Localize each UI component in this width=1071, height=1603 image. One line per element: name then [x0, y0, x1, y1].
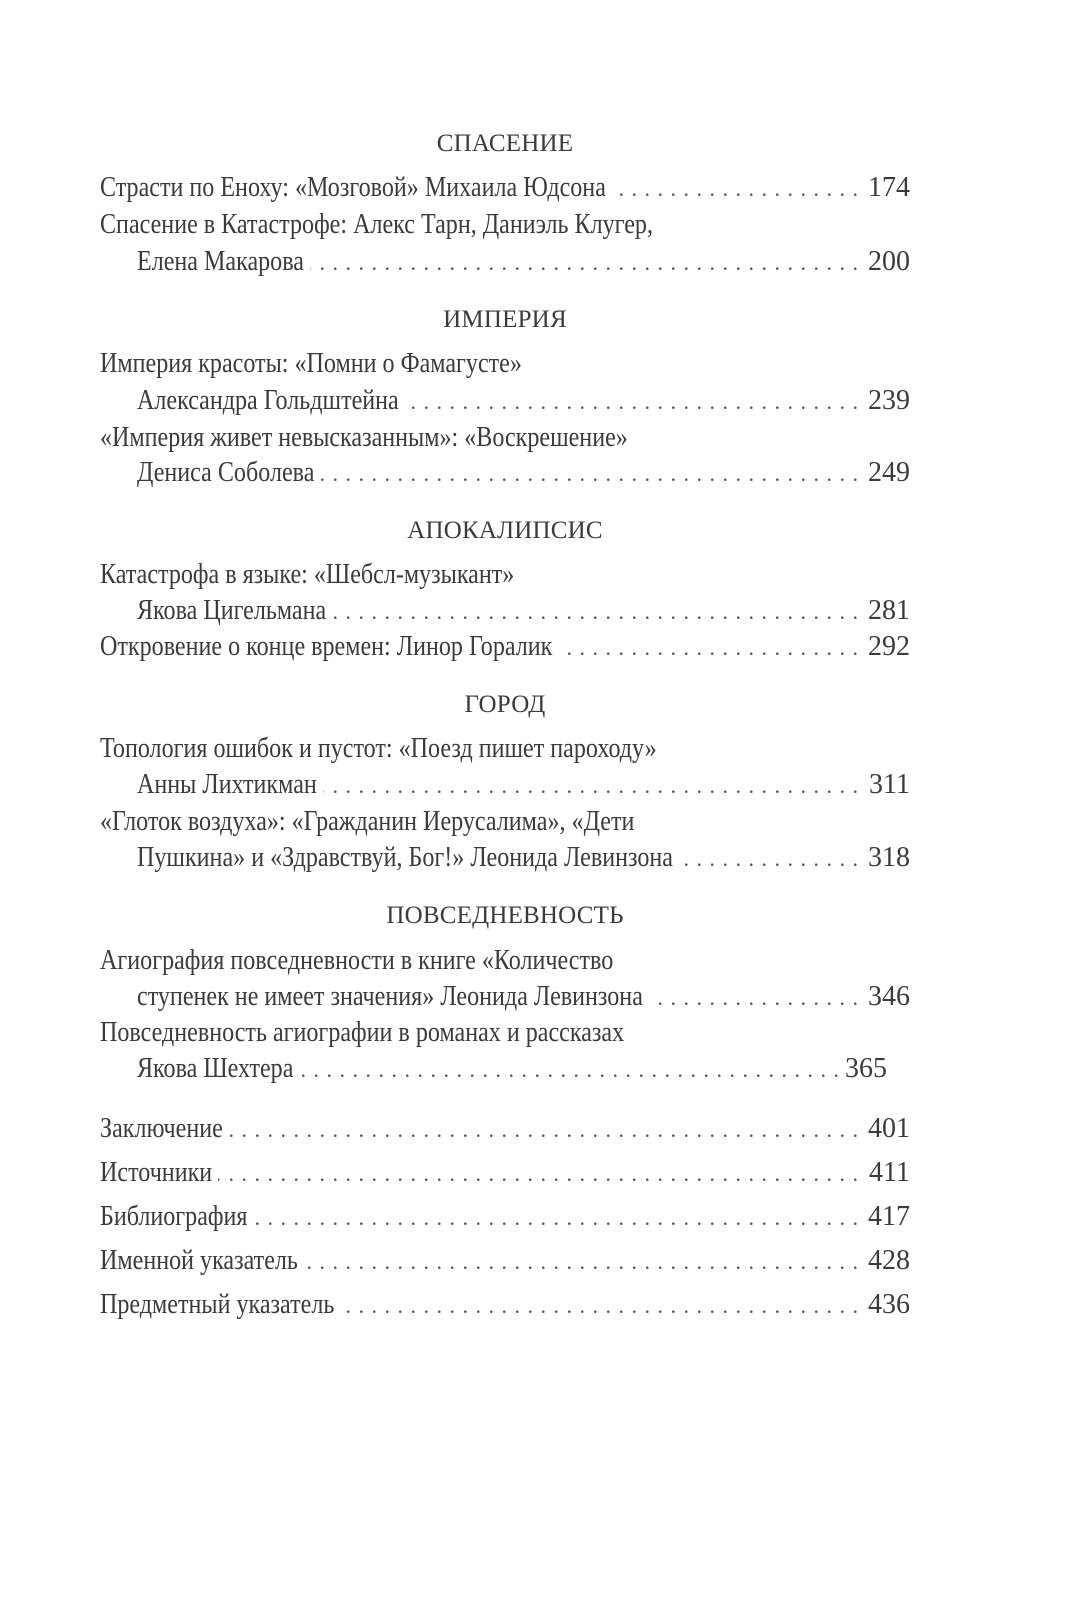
page-number: 401 — [868, 1113, 910, 1144]
dot-leader — [323, 768, 858, 804]
entry-title-continuation: ступенек не имеет значения» Леонида Левинзона — [137, 981, 643, 1012]
entry-title-continuation: Александра Гольдштейна — [137, 385, 399, 416]
toc-entry-name-index[interactable] — [100, 1243, 910, 1279]
toc-entry-continuation[interactable] — [137, 767, 910, 803]
dot-leader — [679, 841, 858, 877]
toc-entry-line[interactable] — [100, 557, 910, 593]
section-heading-empire: ИМПЕРИЯ — [443, 306, 567, 333]
section-heading-salvation: СПАСЕНИЕ — [436, 130, 574, 157]
entry-title: Катастрофа в языке: «Шебсл-музыкант» — [100, 559, 515, 590]
page-number: 428 — [868, 1245, 910, 1276]
entry-title: Именной указатель — [100, 1245, 298, 1276]
page-number: 239 — [868, 385, 910, 416]
entry-title: Откровение о конце времен: Линор Горалик — [100, 631, 553, 662]
page-number: 249 — [868, 457, 910, 488]
page-number: 174 — [868, 172, 910, 203]
page-number: 311 — [869, 769, 910, 800]
entry-title: «Глоток воздуха»: «Гражданин Иерусалима», «Дети — [100, 806, 635, 837]
entry-title: Заключение — [100, 1113, 223, 1144]
dot-leader — [405, 384, 858, 420]
toc-entry[interactable] — [100, 170, 910, 206]
toc-entry-continuation[interactable] — [137, 383, 910, 419]
page-number: 200 — [868, 246, 910, 277]
toc-entry[interactable] — [100, 629, 910, 665]
page-number: 411 — [869, 1157, 910, 1188]
dot-leader — [254, 1200, 859, 1236]
toc-entry-conclusion[interactable] — [100, 1111, 910, 1147]
entry-title: Предметный указатель — [100, 1289, 335, 1320]
toc-entry-line[interactable] — [100, 420, 910, 456]
entry-title-continuation: Якова Цигельмана — [137, 595, 327, 626]
page-number: 318 — [868, 842, 910, 873]
entry-title: «Империя живет невысказанным»: «Воскрешение» — [100, 422, 628, 453]
dot-leader — [229, 1112, 858, 1148]
toc-entry-line[interactable] — [100, 346, 910, 382]
page-number: 346 — [868, 981, 910, 1012]
entry-title: Топология ошибок и пустот: «Поезд пишет пароходу» — [100, 733, 657, 764]
toc-entry-continuation[interactable] — [137, 593, 910, 629]
entry-title: Империя красоты: «Помни о Фамагусте» — [100, 348, 522, 379]
entry-title-continuation: Анны Лихтикман — [137, 769, 317, 800]
toc-entry-continuation[interactable] — [137, 840, 910, 876]
entry-title-continuation: Дениса Соболева — [137, 457, 315, 488]
dot-leader — [218, 1156, 858, 1192]
toc-entry-subject-index[interactable] — [100, 1287, 910, 1323]
entry-title: Библиография — [100, 1201, 248, 1232]
toc-entry-bibliography[interactable] — [100, 1199, 910, 1235]
dot-leader — [320, 456, 858, 492]
dot-leader — [299, 1052, 839, 1088]
dot-leader — [649, 980, 858, 1016]
toc-entry-line[interactable] — [100, 943, 910, 979]
toc-entry-continuation[interactable] — [137, 455, 910, 491]
toc-entry-continuation[interactable] — [137, 1051, 887, 1087]
dot-leader — [304, 1244, 858, 1280]
toc-entry-line[interactable] — [100, 1015, 910, 1051]
dot-leader — [340, 1288, 858, 1324]
entry-title-continuation: Пушкина» и «Здравствуй, Бог!» Леонида Левинзона — [137, 842, 673, 873]
entry-title-continuation: Якова Шехтера — [137, 1053, 294, 1084]
page-number: 436 — [868, 1289, 910, 1320]
toc-entry-line[interactable] — [100, 731, 910, 767]
toc-entry-sources[interactable] — [100, 1155, 910, 1191]
dot-leader — [310, 245, 858, 281]
entry-title: Источники — [100, 1157, 213, 1188]
entry-title-continuation: Елена Макарова — [137, 246, 304, 277]
toc-entry-line[interactable] — [100, 207, 910, 243]
dot-leader — [612, 171, 858, 207]
section-heading-everyday: ПОВСЕДНЕВНОСТЬ — [386, 902, 624, 929]
page-number: 281 — [868, 595, 910, 626]
entry-title: Спасение в Катастрофе: Алекс Тарн, Даниэль Клугер, — [100, 209, 653, 240]
dot-leader — [332, 594, 858, 630]
section-heading-apocalypse: АПОКАЛИПСИС — [407, 517, 603, 544]
entry-title: Повседневность агиографии в романах и рассказах — [100, 1017, 625, 1048]
toc-entry-continuation[interactable] — [137, 979, 910, 1015]
page-number: 417 — [868, 1201, 910, 1232]
page-number: 365 — [845, 1053, 887, 1084]
page-number: 292 — [868, 631, 910, 662]
toc-entry-continuation[interactable] — [137, 244, 910, 280]
entry-title: Агиография повседневности в книге «Количество — [100, 945, 614, 976]
section-heading-city: ГОРОД — [464, 691, 546, 718]
toc-entry-line[interactable] — [100, 804, 910, 840]
entry-title: Страсти по Еноху: «Мозговой» Михаила Юдсона — [100, 172, 606, 203]
dot-leader — [558, 630, 858, 666]
